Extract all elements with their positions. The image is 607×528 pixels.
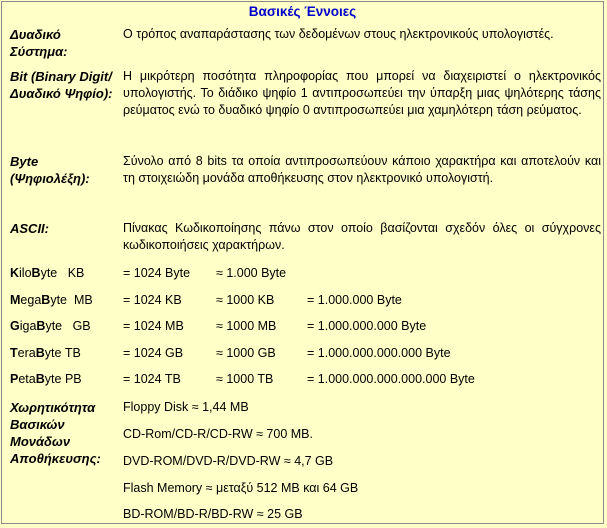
unit-eq1: = 1024 TB	[123, 372, 181, 386]
unit-eq3: = 1.000.000.000.000.000 Byte	[307, 372, 475, 386]
unit-eq1: = 1024 KB	[123, 293, 182, 307]
unit-eq1: = 1024 Byte	[123, 266, 191, 280]
storage-item-cd: CD-Rom/CD-R/CD-RW ≈ 700 MB.	[123, 427, 313, 441]
definition-ascii: Πίνακας Κωδικοποίησης πάνω στον οποίο βασίζονται σχεδόν όλες οι σύγχρονες κωδικοποιήσεις χαρακτήρων.	[123, 221, 601, 252]
unit-name: MegaByte MB	[10, 293, 93, 307]
page-title: Βασικές Έννοιες	[248, 4, 357, 19]
unit-eq1: = 1024 MB	[123, 319, 184, 333]
unit-eq2: ≈ 1000 MB	[216, 319, 277, 333]
storage-item-floppy: Floppy Disk ≈ 1,44 MB	[123, 400, 249, 414]
storage-item-dvd: DVD-ROM/DVD-R/DVD-RW ≈ 4,7 GB	[123, 454, 334, 468]
unit-eq3: = 1.000.000 Byte	[307, 293, 402, 307]
unit-name: PetaByte PB	[10, 372, 82, 386]
term-bit: Bit (Binary Digit/Δυαδικό Ψηφίο):	[10, 69, 113, 101]
unit-eq2: ≈ 1.000 Byte	[216, 266, 287, 280]
unit-eq2: ≈ 1000 KB	[216, 293, 275, 307]
unit-eq2: ≈ 1000 TB	[216, 372, 274, 386]
term-binary-system: Δυαδικό Σύστημα:	[10, 27, 68, 59]
unit-name: GigaByte GB	[10, 319, 91, 333]
term-storage-capacity: Χωρητικότητα Βασικών Μονάδων Αποθήκευσης:	[10, 400, 101, 466]
term-ascii: ASCII:	[10, 221, 49, 236]
unit-name: KiloByte KB	[10, 266, 85, 280]
concepts-panel	[1, 1, 604, 524]
definition-bit: Η μικρότερη ποσότητα πληροφορίας που μπορεί να διαχειριστεί ο ηλεκτρονικός υπολογιστής. Το διάδικο ψηφίο 1 αντιπροσωπεύει την ύπαρξη μιας ψηλότερης τάσης ρεύματος ενώ το δυαδικό ψηφίο 0 αντιπροσωπεύει μια χαμηλότερη τάση ρεύματος.	[123, 69, 601, 117]
storage-item-bluray: BD-ROM/BD-R/BD-RW ≈ 25 GB	[123, 507, 303, 521]
storage-item-flash: Flash Memory ≈ μεταξύ 512 MB και 64 GB	[123, 481, 359, 495]
unit-eq3: = 1.000.000.000.000 Byte	[307, 346, 451, 360]
term-byte: Byte (Ψηφιολέξη):	[10, 154, 90, 186]
unit-eq1: = 1024 GB	[123, 346, 184, 360]
definition-byte: Σύνολο από 8 bits τα οποία αντιπροσωπεύουν κάποιο χαρακτήρα και αποτελούν και τη στοιχειώδη μονάδα αποθήκευσης στον ηλεκτρονικό υπολογιστή.	[123, 154, 601, 185]
unit-eq2: ≈ 1000 GB	[216, 346, 276, 360]
definition-binary-system: Ο τρόπος αναπαράστασης των δεδομένων στους ηλεκτρονικούς υπολογιστές.	[123, 27, 554, 41]
unit-name: TeraByte TB	[10, 346, 81, 360]
unit-eq3: = 1.000.000.000 Byte	[307, 319, 427, 333]
